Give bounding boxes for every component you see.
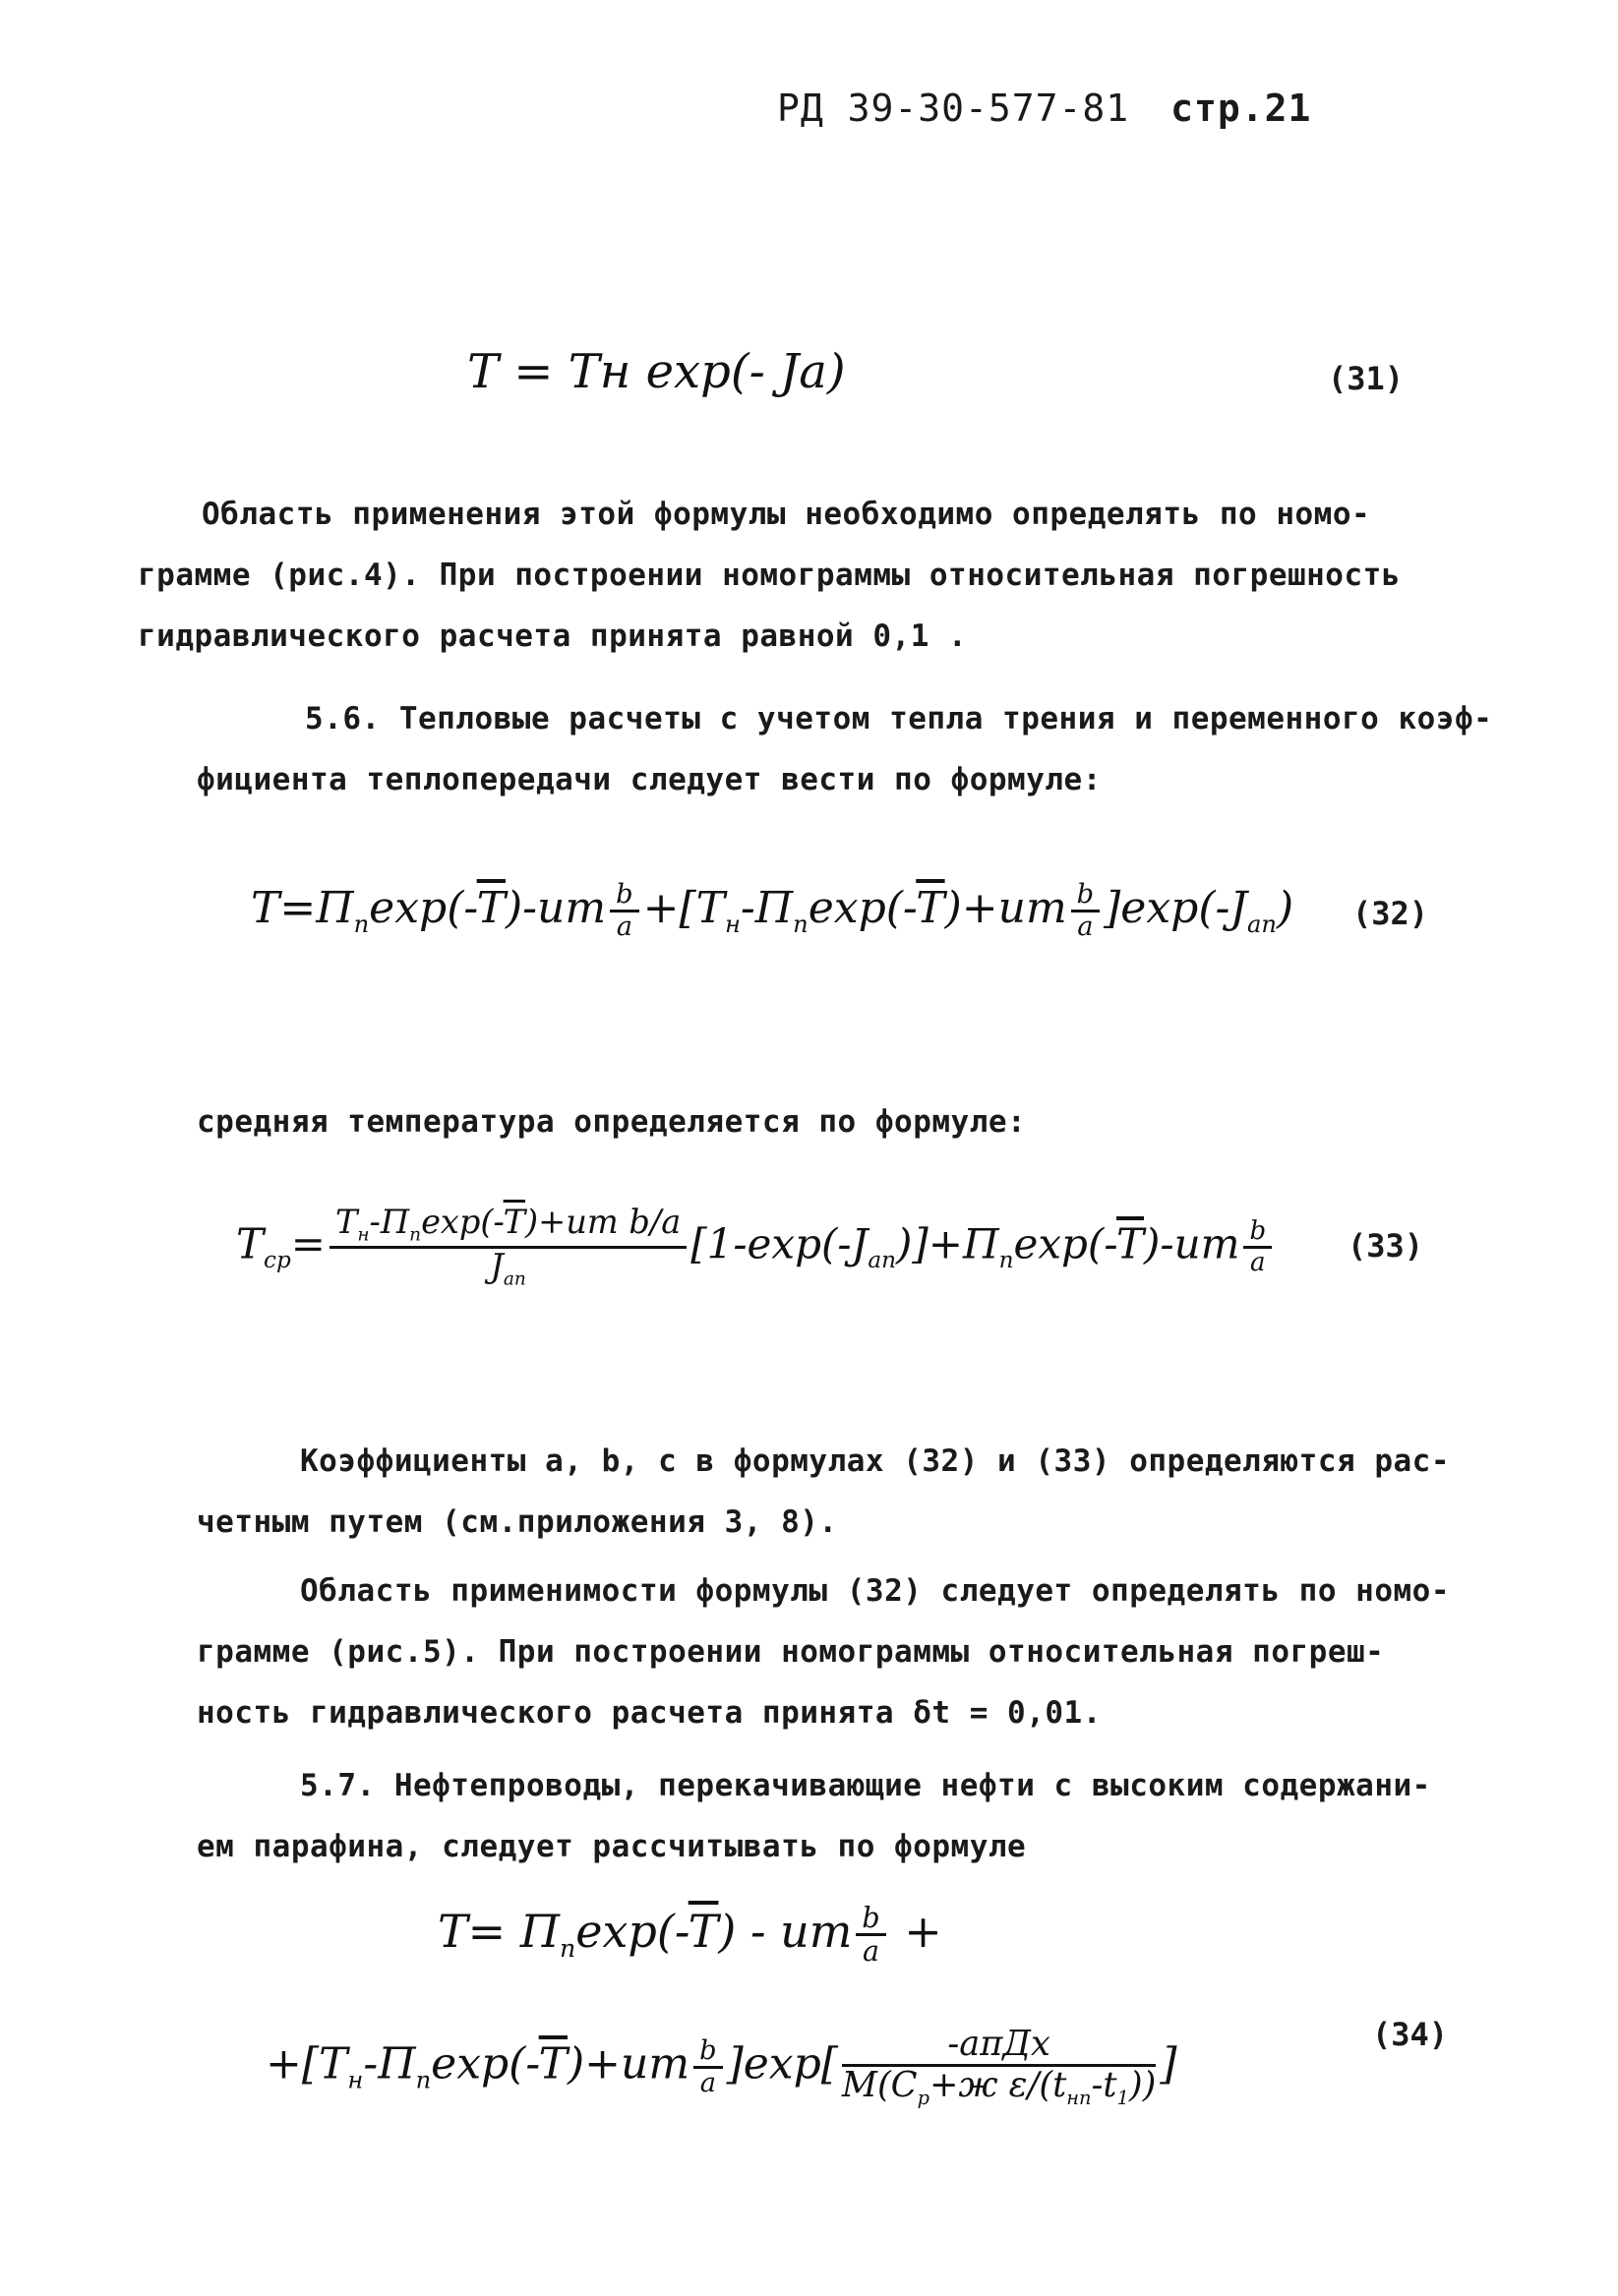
equation-number-33: (33) (1348, 1227, 1424, 1265)
text-line: ность гидравлического расчета принята δt = 0,01. (197, 1695, 1102, 1731)
formula-31 (467, 344, 846, 399)
text-line: Область применимости формулы (32) следует определять по номо- (300, 1573, 1450, 1609)
paragraph-5-6 (197, 688, 1493, 810)
paragraph-nomogram-area (202, 484, 1370, 545)
text-line: ем парафина, следует рассчитывать по формуле (197, 1829, 1027, 1864)
formula-34-line-1: $T= П_п\exp(-\overline{T})$ - um $\frac{b}{a}$ + (438, 1902, 942, 1969)
text-line: фициента теплопередачи следует вести по формуле: (197, 762, 1102, 797)
document-code: РД 39-30-577-81 (777, 87, 1130, 130)
page-number: стр.21 (1170, 87, 1312, 130)
equation-number-32: (32) (1352, 895, 1429, 932)
text-line: Коэффициенты a, b, c в формулах (32) и (33) определяются рас- (300, 1443, 1450, 1479)
equation-number-34: (34) (1372, 2016, 1449, 2053)
paragraph-nomogram-area-cont (138, 545, 1401, 667)
formula-33: $T_{ср}=$ $\frac{T_н-П_п\exp(-\overline{T})+um b/a}{J_{aп}}$ $[1-\exp(-J_{aп})]+П_п\exp(-\overline{T})-um$ $\frac{b}{a}$ (236, 1205, 1276, 1290)
text-line: Область применения этой формулы необходимо определять по номо- (202, 497, 1371, 532)
formula-31-text: T = Tн exp(- Jа) (467, 344, 846, 399)
page-header (777, 87, 1311, 130)
text-line: 5.6. Тепловые расчеты с учетом тепла трения и переменного коэф- (305, 701, 1493, 736)
text-line: грамме (рис.5). При построении номограммы относительная погреш- (197, 1634, 1385, 1670)
text-line: средняя температура определяется по формуле: (197, 1104, 1027, 1140)
equation-number-31: (31) (1328, 360, 1405, 397)
formula-32: $T=П_п\exp(-\overline{T})-um$ $\frac{b}{a}$ $+[T_н-П_п\exp(-\overline{T})+um$ $\frac{b}{a}$ ]$\exp(-J_{aп})$ (251, 879, 1294, 942)
paragraph-mean-temperature (197, 1091, 1026, 1152)
text-line: грамме (рис.4). При построении номограммы относительная погрешность (138, 558, 1401, 593)
text-line: 5.7. Нефтепроводы, перекачивающие нефти с высоким содержани- (300, 1768, 1431, 1803)
text-line: четным путем (см.приложения 3, 8). (197, 1504, 838, 1540)
paragraph-5-7 (197, 1755, 1431, 1877)
paragraph-coefficients (197, 1431, 1450, 1553)
paragraph-applicability-32 (197, 1560, 1450, 1743)
formula-34-line-2: $+[T_н-П_п\exp(-\overline{T})+um$ $\frac{b}{a}$ ]exp[ $\frac{\text{-aπДx}}{M(C_p+ж \varepsilon/(t_{нп}-t_1))}$ ] (266, 2024, 1177, 2109)
text-line: гидравлического расчета принята равной 0,1 . (138, 618, 968, 654)
